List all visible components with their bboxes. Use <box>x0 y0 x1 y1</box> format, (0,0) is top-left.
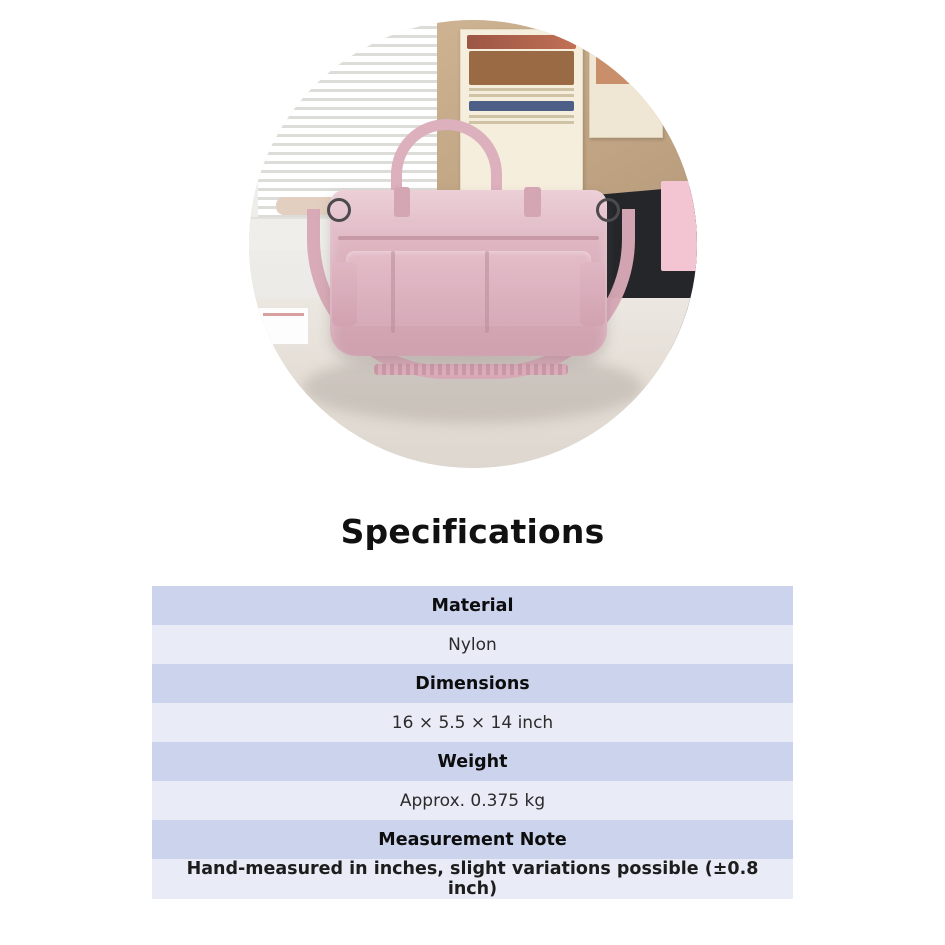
small-box-object <box>258 307 309 345</box>
strap-clip-left-icon <box>327 198 351 222</box>
table-row <box>152 625 793 664</box>
secondary-poster <box>589 38 663 139</box>
handle-tab-left <box>394 187 411 217</box>
secondary-poster-image <box>596 45 656 84</box>
poster-text-line <box>469 88 574 91</box>
handle-tab-right <box>524 187 541 217</box>
product-photo-circle <box>249 20 697 468</box>
poster-brand-block <box>469 101 574 111</box>
bag-seam <box>391 251 395 334</box>
spec-value-weight: Approx. 0.375 kg <box>152 781 793 820</box>
poster-image-block <box>469 51 574 85</box>
table-row <box>152 703 793 742</box>
product-photo-scene <box>249 20 697 468</box>
pink-card-object <box>661 181 697 271</box>
bag-front-pocket <box>346 251 590 326</box>
table-row <box>152 820 793 859</box>
poster-text-line <box>469 115 574 118</box>
table-row <box>152 664 793 703</box>
spec-label-measurement-note: Measurement Note <box>152 820 793 859</box>
shoulder-strap-texture <box>374 364 568 375</box>
bag-top-panel <box>332 190 604 239</box>
table-row <box>152 781 793 820</box>
spec-value-material: Nylon <box>152 625 793 664</box>
poster-title-block <box>467 35 576 49</box>
spec-value-dimensions: 16 × 5.5 × 14 inch <box>152 703 793 742</box>
strap-clip-right-icon <box>596 198 620 222</box>
table-row <box>152 742 793 781</box>
small-box-label <box>263 313 304 316</box>
spec-label-weight: Weight <box>152 742 793 781</box>
poster-text-line <box>469 121 574 124</box>
bag-seam <box>485 251 489 334</box>
spec-label-material: Material <box>152 586 793 625</box>
poster-text-line <box>469 94 574 97</box>
bag-side-pocket-right <box>580 262 605 326</box>
spec-value-measurement-note: Hand-measured in inches, slight variations possible (±0.8 inch) <box>152 859 793 899</box>
pink-duffel-bag <box>330 168 608 356</box>
table-row <box>152 859 793 899</box>
table-row <box>152 586 793 625</box>
bag-side-pocket-left <box>332 262 357 326</box>
specifications-table <box>152 586 793 899</box>
specifications-heading: Specifications <box>340 512 605 551</box>
bag-zipper <box>338 236 599 241</box>
spec-label-dimensions: Dimensions <box>152 664 793 703</box>
